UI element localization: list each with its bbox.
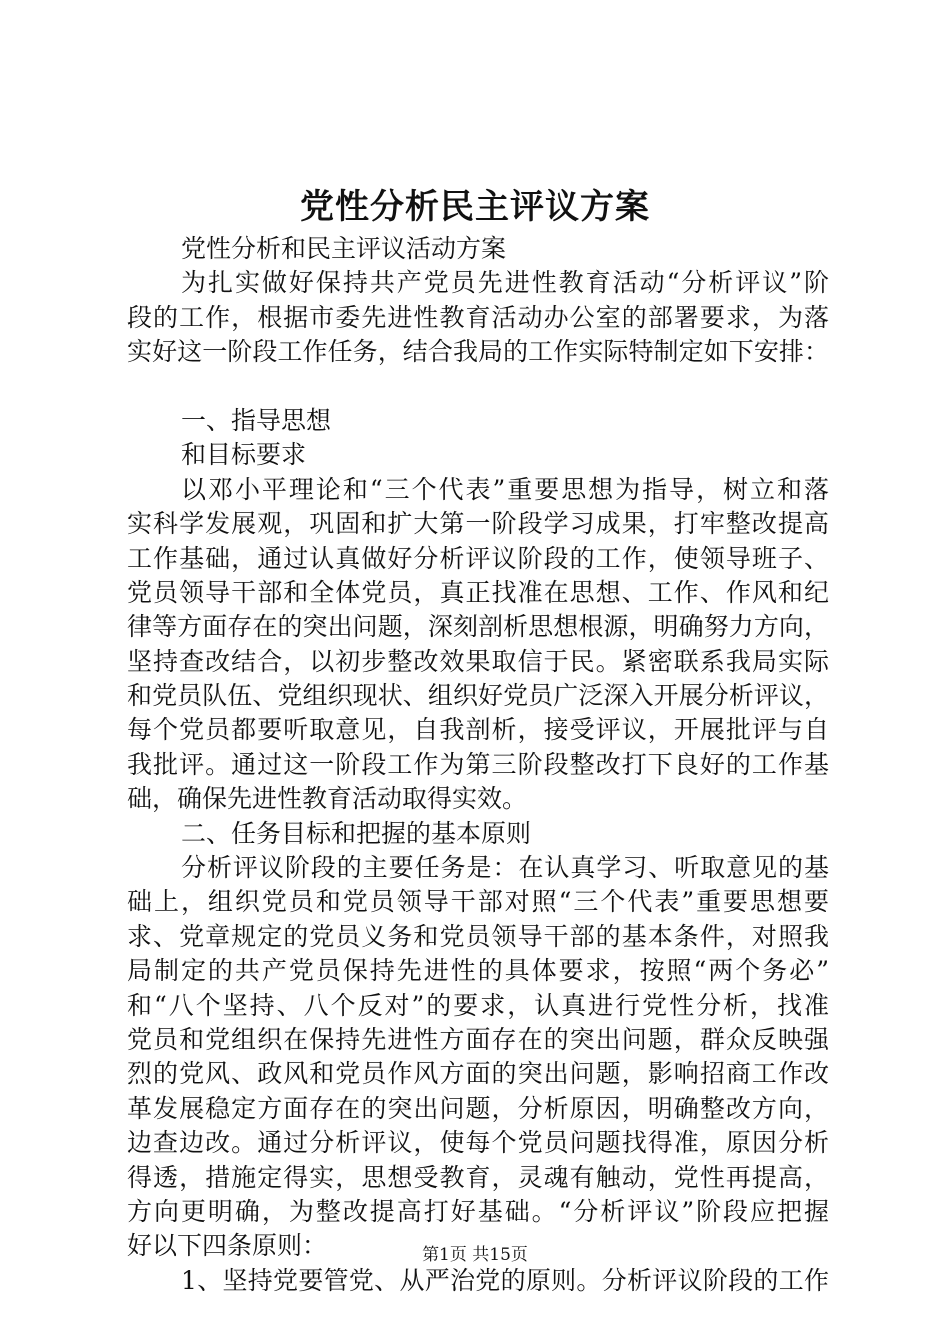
paragraph-intro xyxy=(127,266,829,369)
paragraph-main-tasks xyxy=(127,851,829,1264)
section-heading-2: 二、任务目标和把握的基本原则 xyxy=(181,818,532,848)
text-line: 我批评。通过这一阶段工作为第三阶段整改打下良好的工作基 xyxy=(127,749,829,779)
text-line: 段的工作，根据市委先进性教育活动办公室的部署要求，为落 xyxy=(127,302,829,332)
text-line: 党员领导干部和全体党员，真正找准在思想、工作、作风和纪 xyxy=(127,577,829,607)
text-line: 础，确保先进性教育活动取得实效。 xyxy=(127,784,528,814)
text-line: 为扎实做好保持共产党员先进性教育活动“分析评议”阶 xyxy=(181,268,829,298)
document-subtitle: 党性分析和民主评议活动方案 xyxy=(181,234,507,263)
text-line: 局制定的共产党员保持先进性的具体要求，按照“两个务必” xyxy=(127,956,829,986)
text-line: 革发展稳定方面存在的突出问题，分析原因，明确整改方向， xyxy=(127,1093,829,1123)
text-line: 和党员队伍、党组织现状、组织好党员广泛深入开展分析评议， xyxy=(127,681,829,711)
text-line: 分析评议阶段的主要任务是：在认真学习、听取意见的基 xyxy=(181,853,829,883)
section-heading-1-continued: 和目标要求 xyxy=(181,440,307,470)
page-number-footer: 第1页 共15页 xyxy=(422,1245,528,1265)
text-line: 实好这一阶段工作任务，结合我局的工作实际特制定如下安排： xyxy=(127,337,829,367)
text-line: 方向更明确，为整改提高打好基础。“分析评议”阶段应把握 xyxy=(127,1196,829,1226)
text-line: 每个党员都要听取意见，自我剖析，接受评议，开展批评与自 xyxy=(127,715,829,745)
text-line: 党员和党组织在保持先进性方面存在的突出问题，群众反映强 xyxy=(127,1024,829,1054)
document-body xyxy=(127,232,829,1298)
text-line: 实科学发展观，巩固和扩大第一阶段学习成果，打牢整改提高 xyxy=(127,509,829,539)
section-heading-1: 一、指导思想 xyxy=(181,405,332,435)
text-line: 和“八个坚持、八个反对”的要求，认真进行党性分析，找准 xyxy=(127,990,829,1020)
document-title: 党性分析民主评议方案 xyxy=(300,187,650,227)
text-line: 工作基础，通过认真做好分析评议阶段的工作，使领导班子、 xyxy=(127,543,829,573)
blank-line xyxy=(127,370,829,404)
paragraph-guiding-thought xyxy=(127,473,829,817)
text-line: 好以下四条原则： xyxy=(127,1231,328,1261)
text-line: 律等方面存在的突出问题，深刻剖析思想根源，明确努力方向， xyxy=(127,612,829,642)
text-line: 烈的党风、政风和党员作风方面的突出问题，影响招商工作改 xyxy=(127,1059,829,1089)
text-line: 以邓小平理论和“三个代表”重要思想为指导，树立和落 xyxy=(181,474,829,504)
text-line: 求、党章规定的党员义务和党员领导干部的基本条件，对照我 xyxy=(127,921,829,951)
text-line: 1、坚持党要管党、从严治党的原则。分析评议阶段的工作 xyxy=(181,1265,829,1295)
text-line: 得透，措施定得实，思想受教育，灵魂有触动，党性再提高， xyxy=(127,1162,829,1192)
text-line: 坚持查改结合，以初步整改效果取信于民。紧密联系我局实际 xyxy=(127,646,829,676)
text-line: 础上，组织党员和党员领导干部对照“三个代表”重要思想要 xyxy=(127,887,829,917)
text-line: 边查边改。通过分析评议，使每个党员问题找得准，原因分析 xyxy=(127,1128,829,1158)
paragraph-principle-1 xyxy=(127,1264,829,1298)
